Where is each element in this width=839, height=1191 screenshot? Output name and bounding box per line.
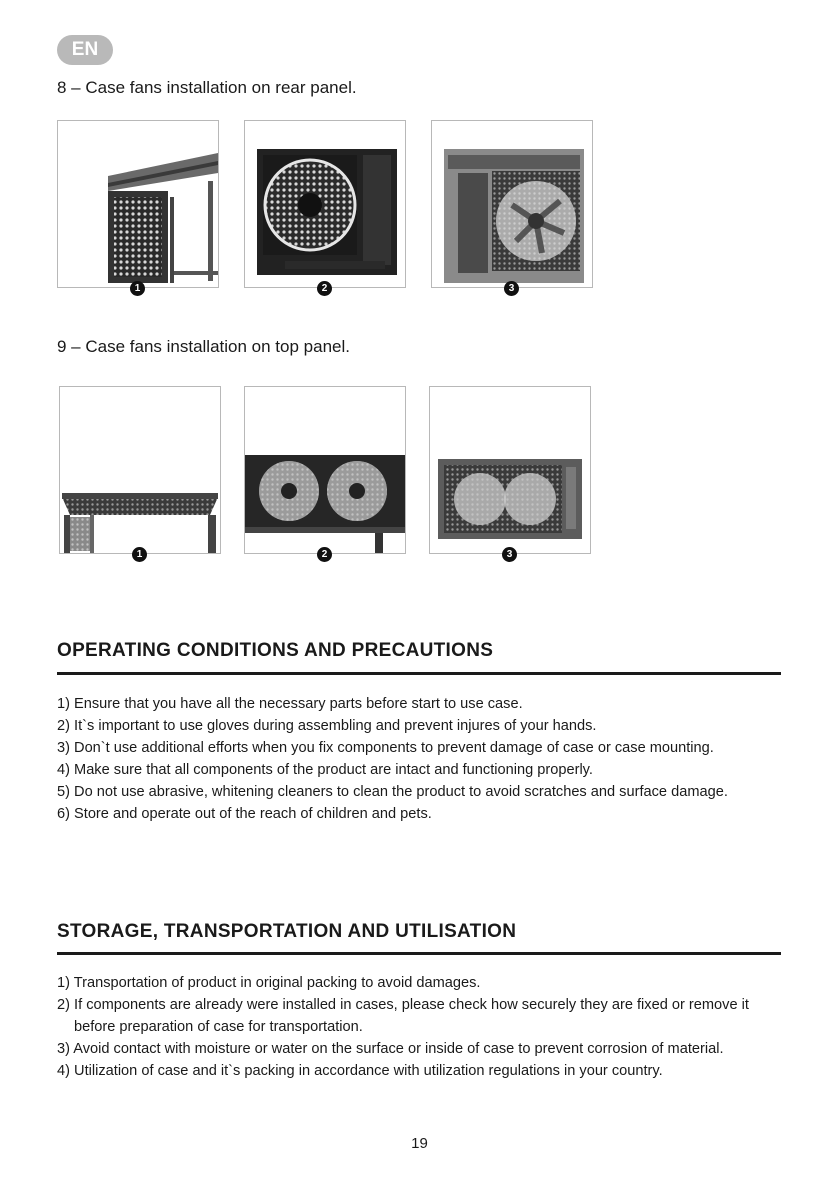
list-item: 1) Transportation of product in original packing to avoid damages. xyxy=(57,975,481,991)
page-number: 19 xyxy=(411,1135,428,1152)
section-divider xyxy=(57,672,781,675)
list-item: 4) Make sure that all components of the product are intact and functioning properly. xyxy=(57,762,593,778)
storage-list xyxy=(57,972,781,1082)
list-item: 1) Ensure that you have all the necessary parts before start to use case. xyxy=(57,696,523,712)
image-number-badge: 3 xyxy=(504,281,519,296)
image-number-badge: 1 xyxy=(132,547,147,562)
list-item: 3) Don`t use additional efforts when you fix components to prevent damage of case or case mounting. xyxy=(57,740,714,756)
image-number-badge: 2 xyxy=(317,547,332,562)
step-9-title: 9 – Case fans installation on top panel. xyxy=(57,337,350,356)
image-number-badge: 2 xyxy=(317,281,332,296)
image-number-badge: 1 xyxy=(130,281,145,296)
step-9-image-1 xyxy=(59,386,221,560)
operating-list xyxy=(57,693,781,825)
section-divider xyxy=(57,952,781,955)
step-8-title: 8 – Case fans installation on rear panel. xyxy=(57,78,357,97)
step-9-image-3 xyxy=(429,386,591,560)
list-item: 2) It`s important to use gloves during assembling and prevent injures of your hands. xyxy=(57,718,597,734)
step-8-image-1 xyxy=(57,120,219,294)
step-8-image-2 xyxy=(244,120,406,294)
storage-heading: STORAGE, TRANSPORTATION AND UTILISATION xyxy=(57,921,517,942)
list-item: 5) Do not use abrasive, whitening cleaners to clean the product to avoid scratches and surface damage. xyxy=(57,784,728,800)
image-number-badge: 3 xyxy=(502,547,517,562)
language-badge: EN xyxy=(57,35,113,65)
list-item: 6) Store and operate out of the reach of children and pets. xyxy=(57,806,432,822)
step-8-image-3 xyxy=(431,120,593,294)
step-9-image-2 xyxy=(244,386,406,560)
list-item: 4) Utilization of case and it`s packing in accordance with utilization regulations in your country. xyxy=(57,1063,663,1079)
list-item: 3) Avoid contact with moisture or water on the surface or inside of case to prevent corrosion of material. xyxy=(57,1041,724,1057)
operating-heading: OPERATING CONDITIONS AND PRECAUTIONS xyxy=(57,640,494,661)
list-item: 2) If components are already were installed in cases, please check how securely they are fixed or remove it before preparation of case for transportation. xyxy=(57,997,749,1035)
